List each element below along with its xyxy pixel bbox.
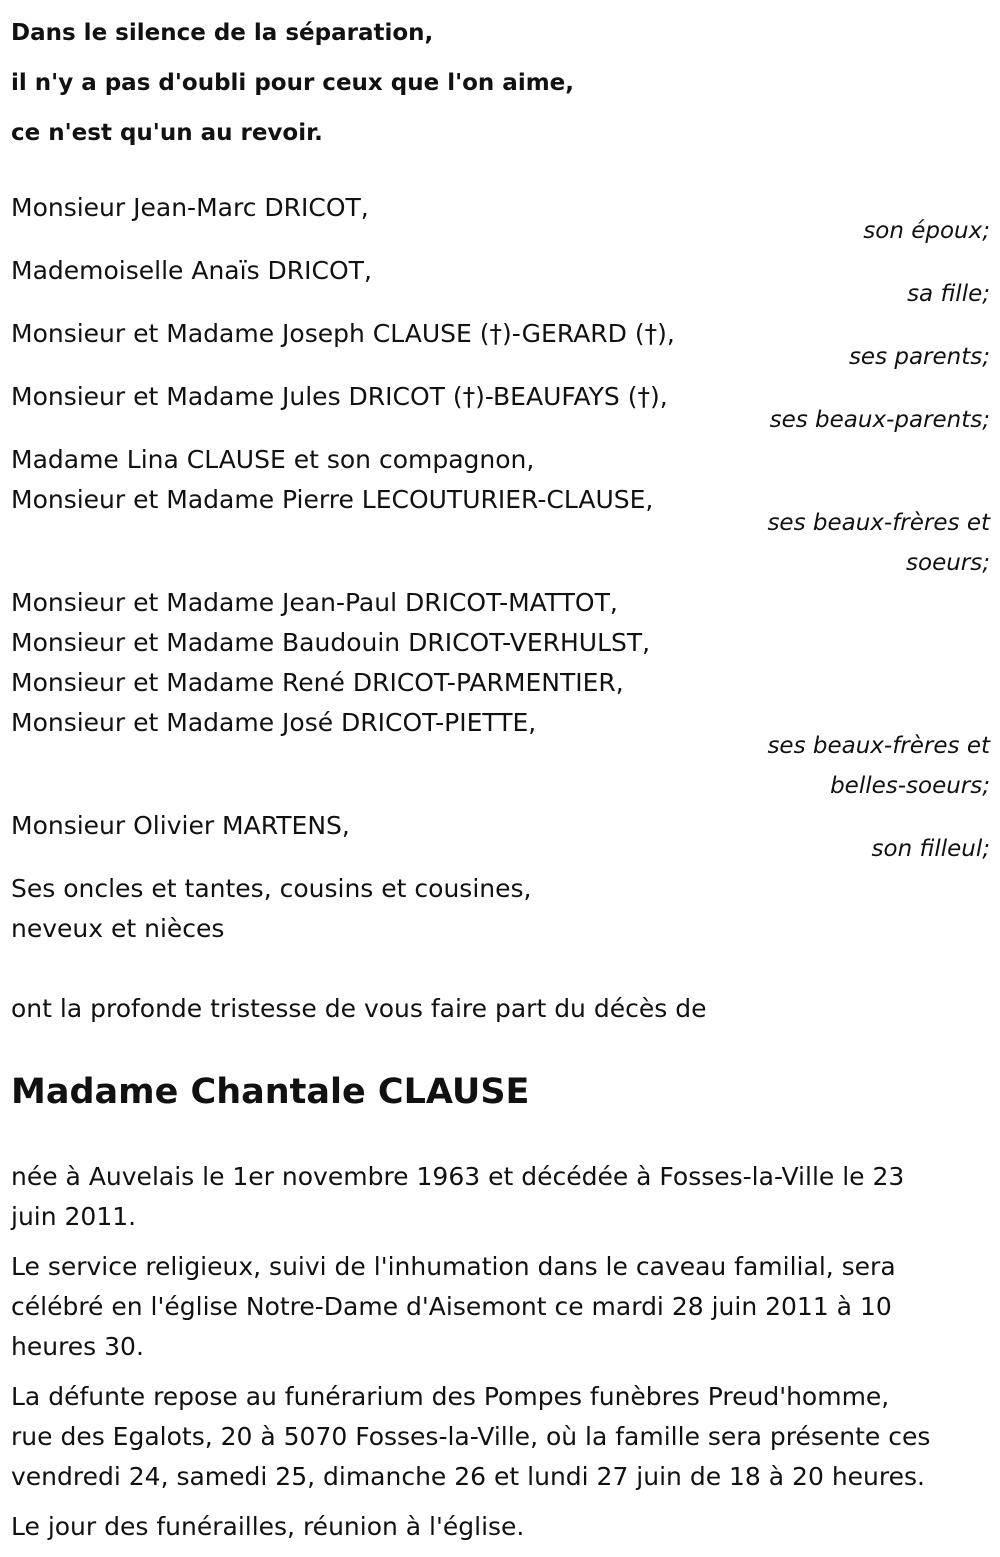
- family-member-name: Monsieur et Madame Jean-Paul DRICOT-MATTOT,: [11, 588, 618, 617]
- paragraph-line: La défunte repose au funérarium des Pompes funèbres Preud'homme,: [11, 1382, 890, 1411]
- paragraph-line: célébré en l'église Notre-Dame d'Aisemont ce mardi 28 juin 2011 à 10: [11, 1292, 892, 1321]
- family-member-name: Monsieur et Madame Pierre LECOUTURIER-CLAUSE,: [11, 485, 654, 514]
- paragraph-line: juin 2011.: [11, 1202, 137, 1231]
- family-group-brothers-sisters-in-law: [11, 583, 990, 806]
- relation-line: son filleul;: [871, 836, 990, 862]
- paragraph-line: Le jour des funérailles, réunion à l'église.: [11, 1512, 525, 1541]
- paragraph-line: née à Auvelais le 1er novembre 1963 et décédée à Fosses-la-Ville le 23: [11, 1162, 905, 1191]
- funeral-details: [11, 1157, 990, 1547]
- epigraph-line: ce n'est qu'un au revoir.: [11, 120, 323, 146]
- service-paragraph: [11, 1247, 990, 1367]
- family-member-name: Monsieur et Madame René DRICOT-PARMENTIER,: [11, 668, 624, 697]
- family-group-parents: [11, 314, 990, 377]
- paragraph-line: heures 30.: [11, 1332, 144, 1361]
- family-member-name: Madame Lina CLAUSE et son compagnon,: [11, 445, 535, 474]
- family-list: [11, 188, 990, 869]
- relation-line: ses beaux-frères et: [767, 510, 990, 536]
- deceased-name: Madame Chantale CLAUSE: [11, 1072, 530, 1112]
- family-member-name: Mademoiselle Anaïs DRICOT,: [11, 256, 372, 285]
- epigraph: [11, 0, 990, 158]
- family-member-name: Monsieur Olivier MARTENS,: [11, 811, 350, 840]
- paragraph-line: Le service religieux, suivi de l'inhumation dans le caveau familial, sera: [11, 1252, 896, 1281]
- relation-line: ses parents;: [848, 344, 990, 370]
- funerarium-paragraph: [11, 1377, 990, 1497]
- relation-line: sa fille;: [907, 281, 990, 307]
- meeting-paragraph: [11, 1507, 990, 1547]
- family-member-name: Monsieur et Madame Baudouin DRICOT-VERHULST,: [11, 628, 651, 657]
- family-group-daughter: [11, 251, 990, 314]
- relation-line: ses beaux-frères et: [767, 733, 990, 759]
- extended-family: [11, 869, 990, 949]
- relation-line: belles-soeurs;: [830, 773, 990, 799]
- family-group-godson: [11, 806, 990, 869]
- family-group-spouse: [11, 188, 990, 251]
- epigraph-line: il n'y a pas d'oubli pour ceux que l'on aime,: [11, 70, 575, 96]
- relation-line: ses beaux-parents;: [769, 407, 990, 433]
- family-group-siblings-in-law: [11, 440, 990, 583]
- family-member-name: Monsieur et Madame Jules DRICOT (†)-BEAUFAYS (†),: [11, 382, 668, 411]
- family-group-parents-in-law: [11, 377, 990, 440]
- paragraph-line: rue des Egalots, 20 à 5070 Fosses-la-Ville, où la famille sera présente ces: [11, 1422, 931, 1451]
- birth-death-paragraph: [11, 1157, 990, 1237]
- family-member-name: Monsieur et Madame José DRICOT-PIETTE,: [11, 708, 537, 737]
- extended-family-line: Ses oncles et tantes, cousins et cousines,: [11, 874, 532, 903]
- extended-family-line: neveux et nièces: [11, 914, 225, 943]
- relation-line: soeurs;: [906, 550, 990, 576]
- family-member-name: Monsieur Jean-Marc DRICOT,: [11, 193, 369, 222]
- paragraph-line: vendredi 24, samedi 25, dimanche 26 et lundi 27 juin de 18 à 20 heures.: [11, 1462, 925, 1491]
- announcement: ont la profonde tristesse de vous faire part du décès de: [11, 994, 707, 1023]
- relation-line: son époux;: [863, 218, 990, 244]
- epigraph-line: Dans le silence de la séparation,: [11, 20, 434, 46]
- family-member-name: Monsieur et Madame Joseph CLAUSE (†)-GERARD (†),: [11, 319, 675, 348]
